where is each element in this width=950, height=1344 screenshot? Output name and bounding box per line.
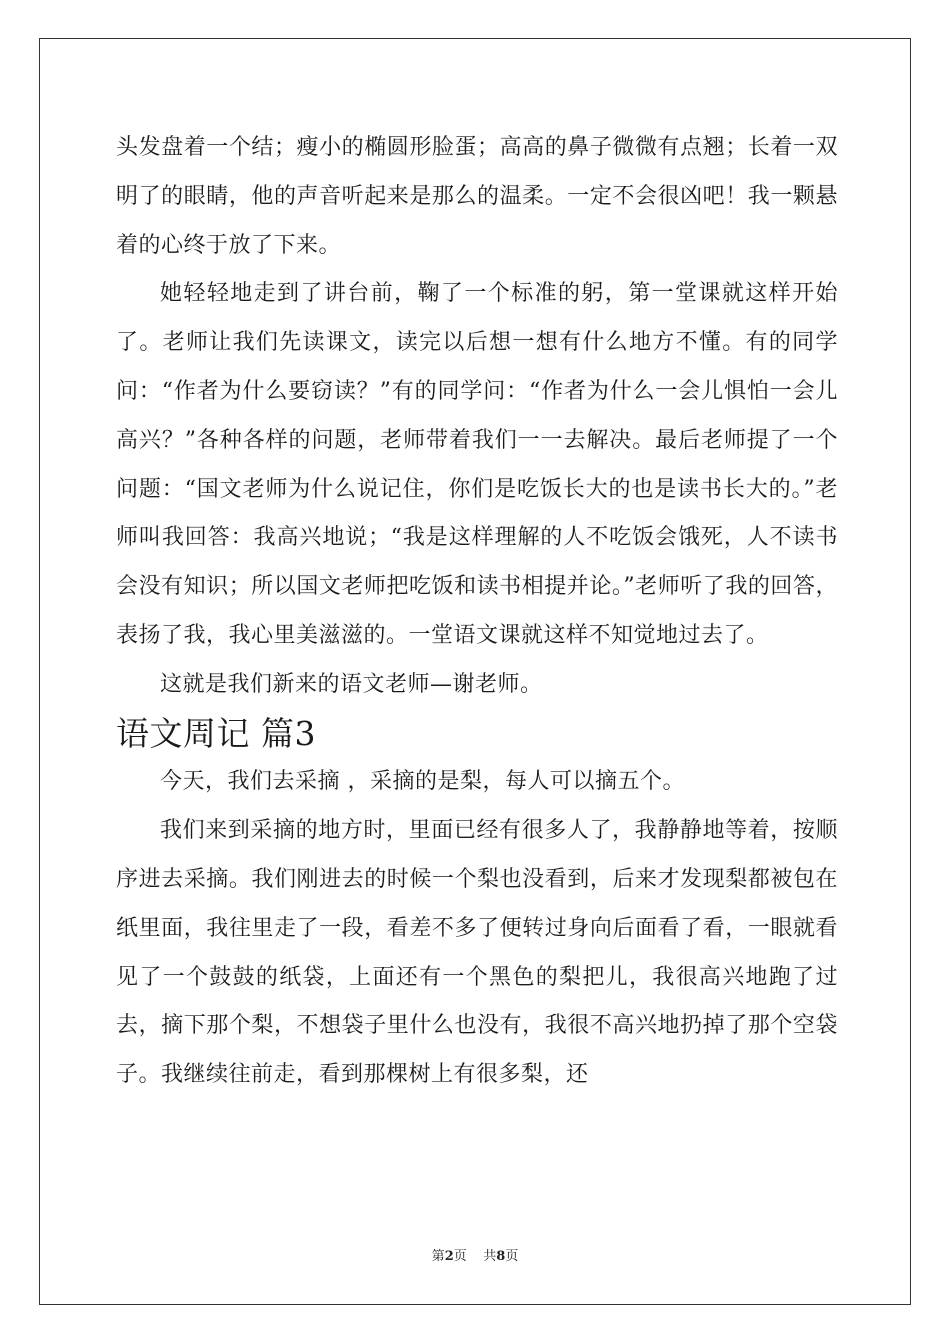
section-heading: 语文周记 篇3 bbox=[116, 713, 316, 753]
document-body bbox=[116, 124, 838, 1100]
section-paragraph-2: 我们来到采摘的地方时，里面已经有很多人了，我静静地等着，按顺序进去采摘。我们刚进去的时候一个梨也没看到，后来才发现梨都被包在纸里面，我往里走了一段，看差不多了便转过身向后面看了看，一眼就看见了一个鼓鼓的纸袋，上面还有一个黑色的梨把儿，我很高兴地跑了过去，摘下那个梨，不想袋子里什么也没有，我很不高兴地扔掉了那个空袋子。我继续往前走，看到那棵树上有很多梨，还 bbox=[116, 818, 838, 1088]
section-paragraph-1: 今天，我们去采摘 ，采摘的是梨，每人可以摘五个。 bbox=[160, 769, 685, 795]
page-footer bbox=[0, 1245, 950, 1264]
footer-suffix: 页 bbox=[505, 1249, 519, 1264]
footer-middle: 页 共 bbox=[453, 1249, 497, 1264]
paragraph-2: 她轻轻地走到了讲台前，鞠了一个标准的躬，第一堂课就这样开始了。老师让我们先读课文，读完以后想一想有什么地方不懂。有的同学问：“作者为什么要窃读？”有的同学问：“作者为什么一会儿惧怕一会儿高兴？”各种各样的问题，老师带着我们一一去解决。最后老师提了一个问题：“国文老师为什么说记住，你们是吃饭长大的也是读书长大的。”老师叫我回答：我高兴地说；“我是这样理解的人不吃饭会饿死，人不读书会没有知识；所以国文老师把吃饭和读书相提并论。”老师听了我的回答，表扬了我，我心里美滋滋的。一堂语文课就这样不知觉地过去了。 bbox=[116, 281, 838, 648]
footer-prefix: 第 bbox=[431, 1249, 445, 1264]
paragraph-1: 头发盘着一个结；瘦小的椭圆形脸蛋；高高的鼻子微微有点翘；长着一双明了的眼睛，他的声音听起来是那么的温柔。一定不会很凶吧！我一颗悬着的心终于放了下来。 bbox=[116, 135, 838, 258]
footer-current-page: 2 bbox=[444, 1249, 454, 1264]
footer-total-pages: 8 bbox=[496, 1249, 506, 1264]
paragraph-3: 这就是我们新来的语文老师—谢老师。 bbox=[160, 671, 543, 697]
